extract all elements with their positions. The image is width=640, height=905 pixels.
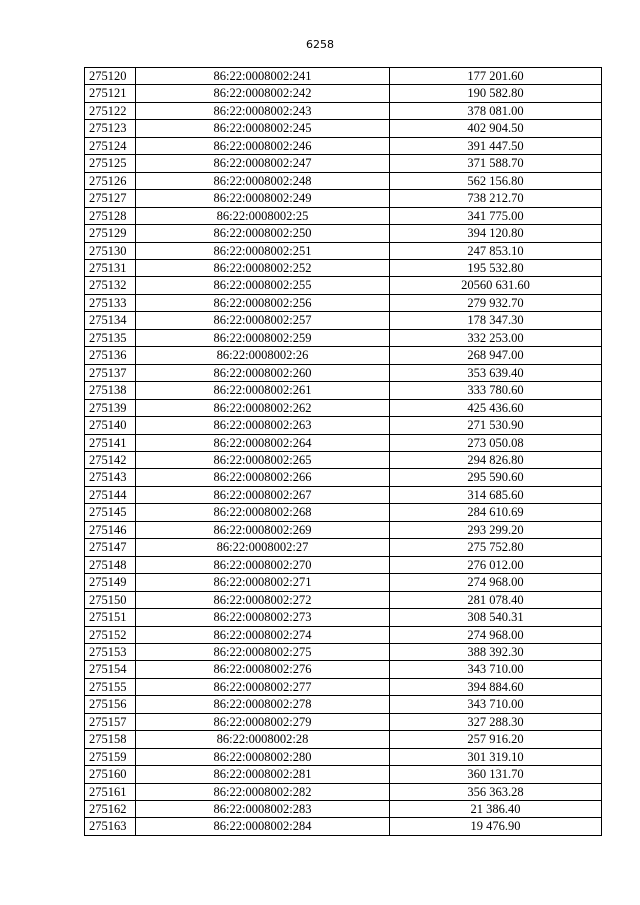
table-row <box>85 68 602 85</box>
cadastral-number-cell: 86:22:0008002:280 <box>136 748 390 765</box>
value-cell: 281 078.40 <box>390 591 602 608</box>
table-row <box>85 574 602 591</box>
table-row <box>85 120 602 137</box>
value-cell: 274 968.00 <box>390 574 602 591</box>
table-row <box>85 172 602 189</box>
cadastral-number-cell: 86:22:0008002:26 <box>136 347 390 364</box>
value-cell: 274 968.00 <box>390 626 602 643</box>
table-row <box>85 591 602 608</box>
row-number-cell: 275162 <box>85 801 136 818</box>
table-row <box>85 417 602 434</box>
table-row <box>85 451 602 468</box>
value-cell: 402 904.50 <box>390 120 602 137</box>
cadastral-number-cell: 86:22:0008002:267 <box>136 486 390 503</box>
table-row <box>85 486 602 503</box>
row-number-cell: 275122 <box>85 102 136 119</box>
table-row <box>85 399 602 416</box>
table-row <box>85 539 602 556</box>
table-row <box>85 766 602 783</box>
cadastral-number-cell: 86:22:0008002:263 <box>136 417 390 434</box>
row-number-cell: 275150 <box>85 591 136 608</box>
table-row <box>85 731 602 748</box>
table-row <box>85 312 602 329</box>
cadastral-number-cell: 86:22:0008002:27 <box>136 539 390 556</box>
value-cell: 562 156.80 <box>390 172 602 189</box>
row-number-cell: 275123 <box>85 120 136 137</box>
value-cell: 356 363.28 <box>390 783 602 800</box>
cadastral-number-cell: 86:22:0008002:247 <box>136 155 390 172</box>
cadastral-number-cell: 86:22:0008002:266 <box>136 469 390 486</box>
row-number-cell: 275144 <box>85 486 136 503</box>
table-row <box>85 609 602 626</box>
value-cell: 177 201.60 <box>390 68 602 85</box>
cadastral-number-cell: 86:22:0008002:255 <box>136 277 390 294</box>
table-body <box>85 68 602 836</box>
cadastral-number-cell: 86:22:0008002:273 <box>136 609 390 626</box>
cadastral-number-cell: 86:22:0008002:275 <box>136 643 390 660</box>
row-number-cell: 275142 <box>85 451 136 468</box>
cadastral-number-cell: 86:22:0008002:261 <box>136 382 390 399</box>
table-row <box>85 661 602 678</box>
value-cell: 394 120.80 <box>390 225 602 242</box>
row-number-cell: 275139 <box>85 399 136 416</box>
value-cell: 391 447.50 <box>390 137 602 154</box>
table-row <box>85 207 602 224</box>
value-cell: 21 386.40 <box>390 801 602 818</box>
cadastral-number-cell: 86:22:0008002:265 <box>136 451 390 468</box>
row-number-cell: 275145 <box>85 504 136 521</box>
cadastral-number-cell: 86:22:0008002:271 <box>136 574 390 591</box>
table-row <box>85 801 602 818</box>
table-row <box>85 678 602 695</box>
value-cell: 19 476.90 <box>390 818 602 835</box>
cadastral-number-cell: 86:22:0008002:243 <box>136 102 390 119</box>
table-row <box>85 294 602 311</box>
row-number-cell: 275149 <box>85 574 136 591</box>
row-number-cell: 275129 <box>85 225 136 242</box>
row-number-cell: 275147 <box>85 539 136 556</box>
value-cell: 257 916.20 <box>390 731 602 748</box>
row-number-cell: 275140 <box>85 417 136 434</box>
table-row <box>85 259 602 276</box>
cadastral-number-cell: 86:22:0008002:272 <box>136 591 390 608</box>
value-cell: 20560 631.60 <box>390 277 602 294</box>
table-row <box>85 155 602 172</box>
value-cell: 293 299.20 <box>390 521 602 538</box>
value-cell: 738 212.70 <box>390 190 602 207</box>
cadastral-value-table <box>84 67 602 836</box>
value-cell: 308 540.31 <box>390 609 602 626</box>
cadastral-number-cell: 86:22:0008002:282 <box>136 783 390 800</box>
row-number-cell: 275133 <box>85 294 136 311</box>
value-cell: 279 932.70 <box>390 294 602 311</box>
cadastral-number-cell: 86:22:0008002:278 <box>136 696 390 713</box>
table-row <box>85 626 602 643</box>
cadastral-number-cell: 86:22:0008002:256 <box>136 294 390 311</box>
table-row <box>85 469 602 486</box>
value-cell: 388 392.30 <box>390 643 602 660</box>
row-number-cell: 275128 <box>85 207 136 224</box>
cadastral-number-cell: 86:22:0008002:276 <box>136 661 390 678</box>
table-row <box>85 190 602 207</box>
cadastral-number-cell: 86:22:0008002:262 <box>136 399 390 416</box>
row-number-cell: 275160 <box>85 766 136 783</box>
table-row <box>85 85 602 102</box>
value-cell: 327 288.30 <box>390 713 602 730</box>
row-number-cell: 275137 <box>85 364 136 381</box>
cadastral-number-cell: 86:22:0008002:274 <box>136 626 390 643</box>
row-number-cell: 275152 <box>85 626 136 643</box>
value-cell: 294 826.80 <box>390 451 602 468</box>
table-row <box>85 102 602 119</box>
table-row <box>85 364 602 381</box>
cadastral-number-cell: 86:22:0008002:25 <box>136 207 390 224</box>
cadastral-number-cell: 86:22:0008002:281 <box>136 766 390 783</box>
row-number-cell: 275131 <box>85 259 136 276</box>
value-cell: 190 582.80 <box>390 85 602 102</box>
row-number-cell: 275134 <box>85 312 136 329</box>
row-number-cell: 275120 <box>85 68 136 85</box>
row-number-cell: 275130 <box>85 242 136 259</box>
value-cell: 353 639.40 <box>390 364 602 381</box>
value-cell: 333 780.60 <box>390 382 602 399</box>
value-cell: 371 588.70 <box>390 155 602 172</box>
row-number-cell: 275154 <box>85 661 136 678</box>
row-number-cell: 275138 <box>85 382 136 399</box>
table-row <box>85 277 602 294</box>
cadastral-number-cell: 86:22:0008002:283 <box>136 801 390 818</box>
value-cell: 195 532.80 <box>390 259 602 276</box>
table-row <box>85 137 602 154</box>
cadastral-number-cell: 86:22:0008002:246 <box>136 137 390 154</box>
cadastral-number-cell: 86:22:0008002:241 <box>136 68 390 85</box>
value-cell: 425 436.60 <box>390 399 602 416</box>
cadastral-number-cell: 86:22:0008002:257 <box>136 312 390 329</box>
cadastral-number-cell: 86:22:0008002:250 <box>136 225 390 242</box>
cadastral-number-cell: 86:22:0008002:260 <box>136 364 390 381</box>
row-number-cell: 275151 <box>85 609 136 626</box>
table-row <box>85 225 602 242</box>
table-row <box>85 347 602 364</box>
row-number-cell: 275135 <box>85 329 136 346</box>
table-row <box>85 748 602 765</box>
row-number-cell: 275124 <box>85 137 136 154</box>
row-number-cell: 275121 <box>85 85 136 102</box>
value-cell: 276 012.00 <box>390 556 602 573</box>
value-cell: 295 590.60 <box>390 469 602 486</box>
value-cell: 275 752.80 <box>390 539 602 556</box>
table-row <box>85 382 602 399</box>
table-row <box>85 818 602 835</box>
cadastral-number-cell: 86:22:0008002:277 <box>136 678 390 695</box>
table-row <box>85 696 602 713</box>
cadastral-number-cell: 86:22:0008002:279 <box>136 713 390 730</box>
cadastral-number-cell: 86:22:0008002:251 <box>136 242 390 259</box>
value-cell: 284 610.69 <box>390 504 602 521</box>
value-cell: 273 050.08 <box>390 434 602 451</box>
value-cell: 332 253.00 <box>390 329 602 346</box>
value-cell: 178 347.30 <box>390 312 602 329</box>
row-number-cell: 275132 <box>85 277 136 294</box>
table-row <box>85 242 602 259</box>
value-cell: 271 530.90 <box>390 417 602 434</box>
cadastral-number-cell: 86:22:0008002:28 <box>136 731 390 748</box>
row-number-cell: 275155 <box>85 678 136 695</box>
cadastral-number-cell: 86:22:0008002:264 <box>136 434 390 451</box>
page-number: 6258 <box>306 38 334 51</box>
table-row <box>85 713 602 730</box>
table-row <box>85 434 602 451</box>
row-number-cell: 275143 <box>85 469 136 486</box>
cadastral-number-cell: 86:22:0008002:268 <box>136 504 390 521</box>
cadastral-number-cell: 86:22:0008002:242 <box>136 85 390 102</box>
cadastral-number-cell: 86:22:0008002:249 <box>136 190 390 207</box>
value-cell: 360 131.70 <box>390 766 602 783</box>
row-number-cell: 275136 <box>85 347 136 364</box>
row-number-cell: 275156 <box>85 696 136 713</box>
row-number-cell: 275127 <box>85 190 136 207</box>
row-number-cell: 275141 <box>85 434 136 451</box>
row-number-cell: 275125 <box>85 155 136 172</box>
cadastral-number-cell: 86:22:0008002:252 <box>136 259 390 276</box>
cadastral-number-cell: 86:22:0008002:245 <box>136 120 390 137</box>
value-cell: 378 081.00 <box>390 102 602 119</box>
cadastral-number-cell: 86:22:0008002:248 <box>136 172 390 189</box>
table-row <box>85 329 602 346</box>
row-number-cell: 275153 <box>85 643 136 660</box>
table-row <box>85 504 602 521</box>
table-row <box>85 521 602 538</box>
row-number-cell: 275148 <box>85 556 136 573</box>
cadastral-number-cell: 86:22:0008002:270 <box>136 556 390 573</box>
row-number-cell: 275126 <box>85 172 136 189</box>
cadastral-number-cell: 86:22:0008002:259 <box>136 329 390 346</box>
table-row <box>85 783 602 800</box>
row-number-cell: 275158 <box>85 731 136 748</box>
value-cell: 268 947.00 <box>390 347 602 364</box>
table-row <box>85 643 602 660</box>
value-cell: 301 319.10 <box>390 748 602 765</box>
value-cell: 394 884.60 <box>390 678 602 695</box>
row-number-cell: 275161 <box>85 783 136 800</box>
cadastral-number-cell: 86:22:0008002:284 <box>136 818 390 835</box>
row-number-cell: 275159 <box>85 748 136 765</box>
row-number-cell: 275146 <box>85 521 136 538</box>
value-cell: 314 685.60 <box>390 486 602 503</box>
value-cell: 341 775.00 <box>390 207 602 224</box>
value-cell: 343 710.00 <box>390 696 602 713</box>
row-number-cell: 275157 <box>85 713 136 730</box>
table-row <box>85 556 602 573</box>
value-cell: 247 853.10 <box>390 242 602 259</box>
cadastral-number-cell: 86:22:0008002:269 <box>136 521 390 538</box>
row-number-cell: 275163 <box>85 818 136 835</box>
value-cell: 343 710.00 <box>390 661 602 678</box>
